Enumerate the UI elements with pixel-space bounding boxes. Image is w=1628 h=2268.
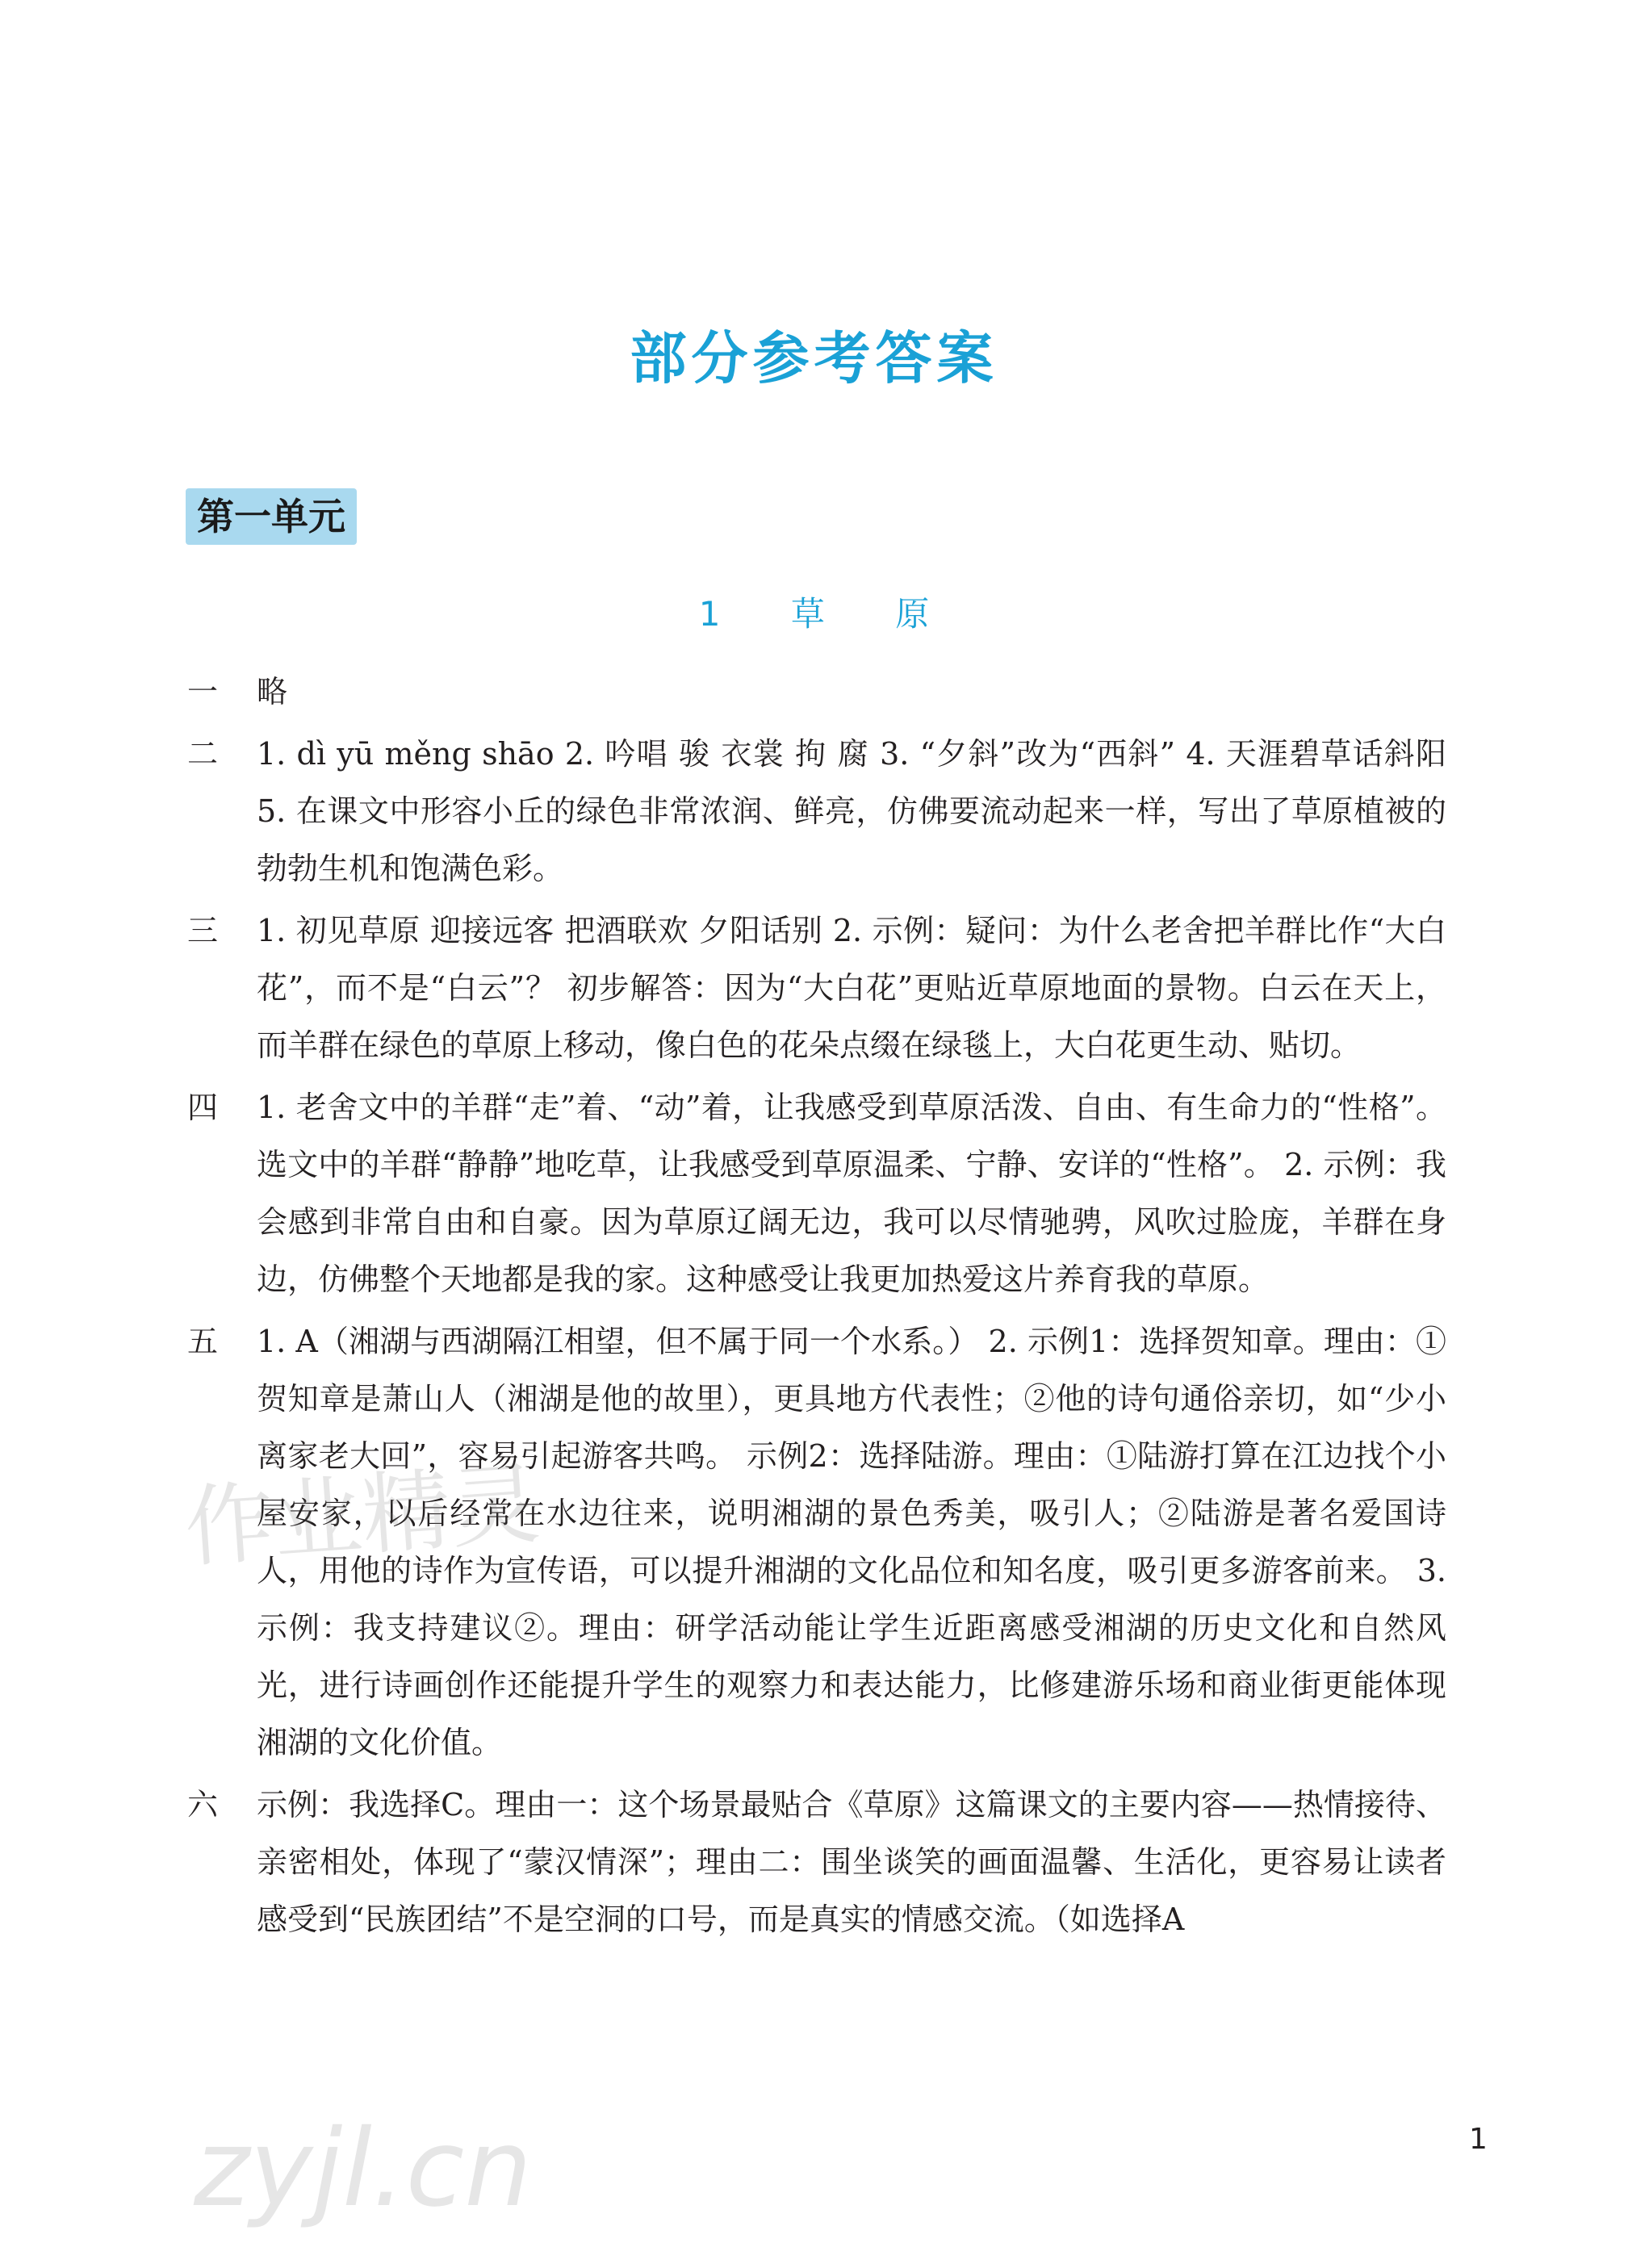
section-number: 二 <box>187 736 219 772</box>
watermark-bottom: zyjl.cn <box>194 2107 532 2231</box>
answer-section <box>187 1776 1446 1948</box>
answer-sections <box>187 663 1446 1953</box>
answer-section <box>187 902 1446 1074</box>
section-text: 1. A（湘湖与西湖隔江相望，但不属于同一个水系。） 2. 示例1：选择贺知章。理由：①贺知章是萧山人（湘湖是他的故里），更具地方代表性；②他的诗句通俗亲切，如“少小离家老大回”，容易引起游客共鸣。 示例2：选择陆游。理由：①陆游打算在江边找个小屋安家，以后经常在水边往来，说明湘湖的景色秀美，吸引人；②陆游是著名爱国诗人，用他的诗作为宣传语，可以提升湘湖的文化品位和知名度，吸引更多游客前来。 3. 示例：我支持建议②。理由：研学活动能让学生近距离感受湘湖的历史文化和自然风光，进行诗画创作还能提升学生的观察力和表达能力，比修建游乐场和商业街更能体现湘湖的文化价值。 <box>257 1324 1446 1760</box>
section-number: 四 <box>187 1090 219 1125</box>
section-number: 一 <box>187 674 219 709</box>
section-text: 1. 老舍文中的羊群“走”着、“动”着，让我感受到草原活泼、自由、有生命力的“性格”。选文中的羊群“静静”地吃草，让我感受到草原温柔、宁静、安详的“性格”。 2. 示例：我会感到非常自由和自豪。因为草原辽阔无边，我可以尽情驰骋，风吹过脸庞，羊群在身边，仿佛整个天地都是我的家。这种感受让我更加热爱这片养育我的草原。 <box>257 1090 1446 1297</box>
section-text: 1. 初见草原 迎接远客 把酒联欢 夕阳话别 2. 示例：疑问：为什么老舍把羊群比作“大白花”，而不是“白云”？ 初步解答：因为“大白花”更贴近草原地面的景物。白云在天上，而羊群在绿色的草原上移动，像白色的花朵点缀在绿毯上，大白花更生动、贴切。 <box>257 913 1446 1063</box>
unit-badge: 第一单元 <box>186 488 357 545</box>
section-number: 五 <box>187 1324 219 1359</box>
watermark-top: 作业精灵 <box>181 1451 543 1580</box>
page-title: 部分参考答案 <box>630 325 998 391</box>
lesson-title <box>0 588 1628 636</box>
section-number: 三 <box>187 913 219 948</box>
answer-section <box>187 726 1446 898</box>
answer-section <box>187 1079 1446 1308</box>
lesson-title-char: 原 <box>895 594 930 634</box>
section-text: 1. dì yū měng shāo 2. 吟唱 骏 衣裳 拘 腐 3. “夕斜”改为“西斜” 4. 天涯碧草话斜阳 5. 在课文中形容小丘的绿色非常浓润、鲜亮，仿佛要流动起来一样，写出了草原植被的勃勃生机和饱满色彩。 <box>257 736 1446 886</box>
lesson-number: 1 <box>698 594 721 634</box>
section-number: 六 <box>187 1787 219 1822</box>
section-text: 示例：我选择C。理由一：这个场景最贴合《草原》这篇课文的主要内容——热情接待、亲密相处，体现了“蒙汉情深”；理由二：围坐谈笑的画面温馨、生活化，更容易让读者感受到“民族团结”不是空洞的口号，而是真实的情感交流。（如选择A <box>257 1787 1446 1937</box>
page-number: 1 <box>1469 2123 1488 2156</box>
answer-section <box>187 663 1446 721</box>
lesson-title-char: 草 <box>790 594 825 634</box>
section-text: 略 <box>257 674 288 709</box>
